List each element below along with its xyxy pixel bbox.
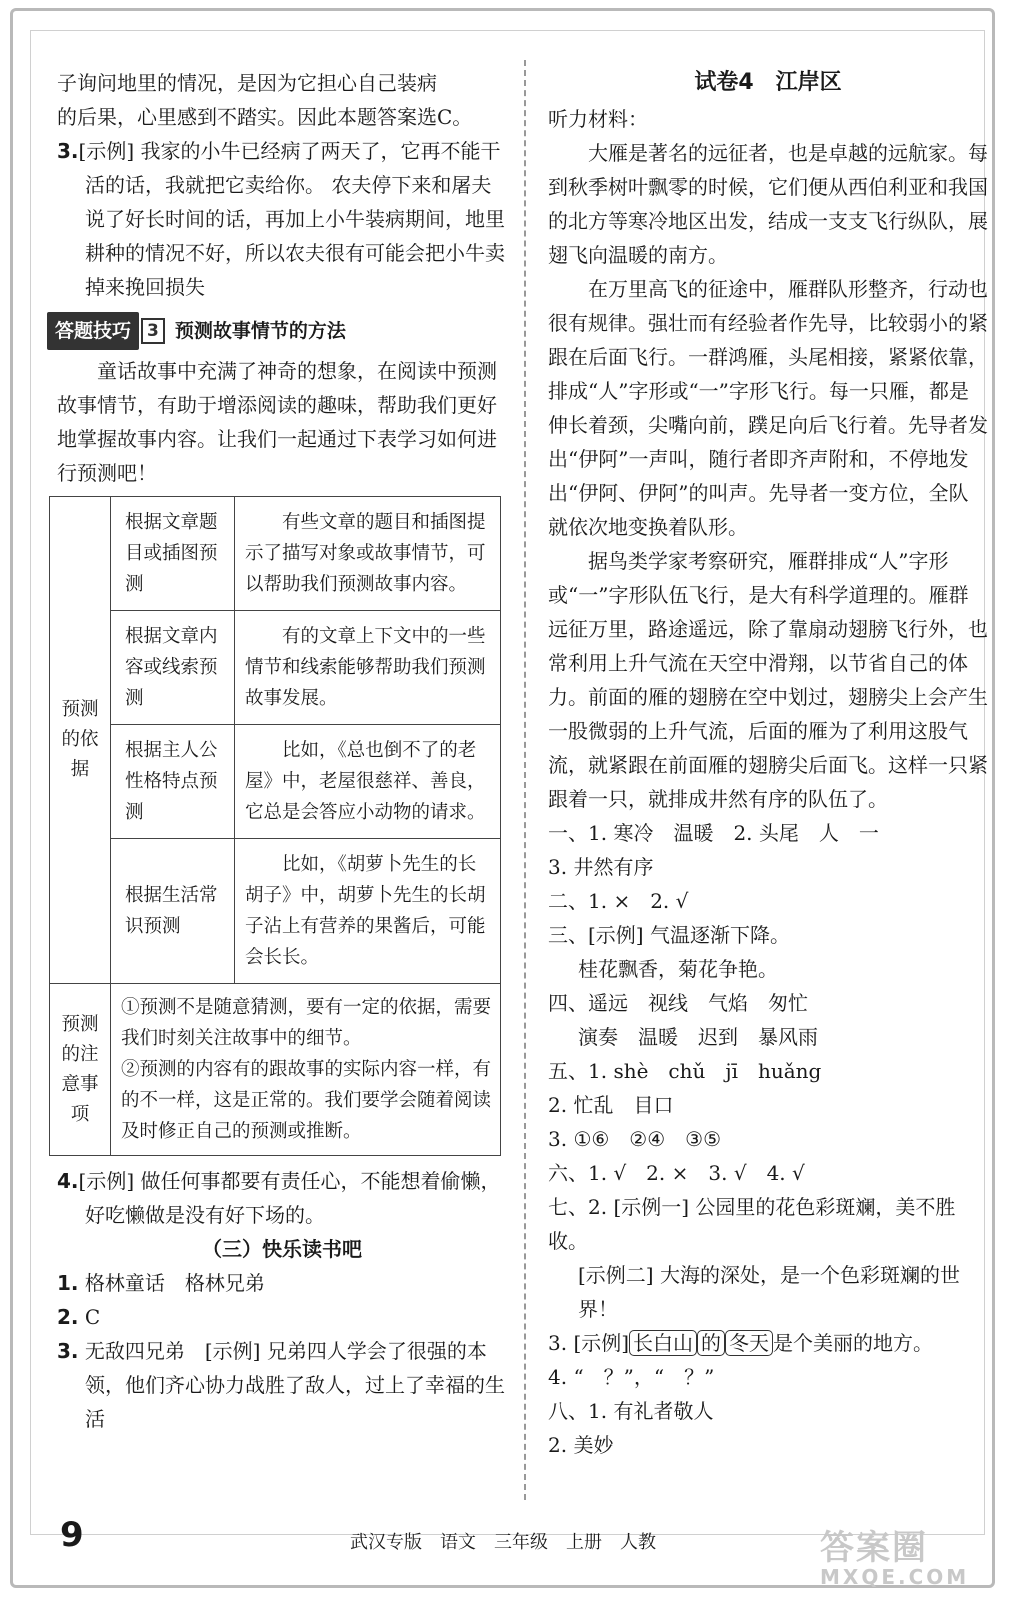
tip-title: 预测故事情节的方法	[174, 320, 346, 342]
table-row	[50, 984, 501, 1156]
basis-cell: 根据主人公性格特点预测	[111, 725, 235, 839]
basis-cell: 根据文章内容或线索预测	[111, 611, 235, 725]
answer-5: 五、1. shè chǔ jī huǎng	[548, 1059, 822, 1083]
answer-6: 六、1. √ 2. × 3. √ 4. √	[548, 1161, 805, 1185]
answer-7b: [示例二] 大海的深处，是一个色彩斑斓的世界！	[578, 1263, 960, 1321]
basis-cell: 根据文章题目或插图预测	[111, 497, 235, 611]
boxed-word: 冬天	[725, 1330, 773, 1356]
tip-header	[47, 312, 507, 350]
right-column	[548, 66, 988, 1462]
s3-answer-2: 2. C	[57, 1305, 101, 1329]
table-row	[50, 611, 501, 725]
prediction-table	[49, 496, 501, 1156]
answer-8b: 2. 美妙	[548, 1433, 614, 1457]
column-divider	[524, 60, 526, 1500]
listening-paragraph: 在万里高飞的征途中，雁群队形整齐，行动也很有规律。强壮而有经验者作先导，比较弱小的紧跟在后面飞行。一群鸿雁，头尾相接，紧紧依靠，排成“人”字形或“一”字形飞行。每一只雁，都是伸长着颈，尖嘴向前，蹼足向后飞行着。先导者发出“伊阿”一声叫，随行者即齐声附和，不停地发出“伊阿、伊阿”的叫声。先导者一变方位，全队就依次地变换着队形。	[548, 277, 988, 539]
tip-intro: 童话故事中充满了神奇的想象，在阅读中预测故事情节，有助于增添阅读的趣味，帮助我们更好地掌握故事内容。让我们一起通过下表学习如何进行预测吧！	[57, 359, 497, 485]
table-row	[50, 497, 501, 611]
question-4: 4.[示例] 做任何事都要有责任心，不能想着偷懒，好吃懒做是没有好下场的。	[57, 1169, 501, 1227]
answer-5c: 3. ①⑥ ②④ ③⑤	[548, 1127, 722, 1151]
note-item: ①预测不是随意猜测，要有一定的依据，需要我们时刻关注故事中的细节。	[121, 997, 492, 1049]
listening-label: 听力材料：	[548, 107, 648, 131]
desc-cell: 比如，《胡萝卜先生的长胡子》中，胡萝卜先生的长胡子沾上有营养的果酱后，可能会长长。	[235, 839, 501, 984]
table-row	[50, 725, 501, 839]
note-item: ②预测的内容有的跟故事的实际内容一样，有的不一样，这是正常的。我们要学会随着阅读及时修正自己的预测或推断。	[121, 1059, 492, 1142]
s3-answer-1: 1. 格林童话 格林兄弟	[57, 1271, 265, 1295]
note-cell	[111, 984, 501, 1156]
listening-paragraph: 据鸟类学家考察研究，雁群排成“人”字形或“一”字形队伍飞行，是大有科学道理的。雁群远征万里，路途遥远，除了靠扇动翅膀飞行外，也常利用上升气流在天空中滑翔，以节省自己的体力。前面的雁的翅膀在空中划过，翅膀尖上会产生一股微弱的上升气流，后面的雁为了利用这股气流，就紧跟在前面雁的翅膀尖后面飞。这样一只紧跟着一只，就排成井然有序的队伍了。	[548, 549, 988, 811]
basis-cell: 根据生活常识预测	[111, 839, 235, 984]
watermark-url: MXQE.COM	[820, 1565, 970, 1589]
answer-5b: 2. 忙乱 目口	[548, 1093, 674, 1117]
boxed-word: 长白山	[629, 1330, 697, 1356]
answer-3: 三、[示例] 气温逐渐下降。	[548, 923, 790, 947]
answer-3b: 桂花飘香，菊花争艳。	[578, 957, 778, 981]
desc-cell: 比如，《总也倒不了的老屋》中，老屋很慈祥、善良，它总是会答应小动物的请求。	[235, 725, 501, 839]
watermark-text: 答案圈	[820, 1528, 928, 1568]
answer-8: 八、1. 有礼者敬人	[548, 1399, 714, 1423]
answer-7c: 3. [示例] 长白山 的 冬天 是个美丽的地方。	[548, 1331, 934, 1355]
section-3-title: （三）快乐读书吧	[202, 1237, 362, 1261]
left-column	[57, 66, 507, 1436]
continued-line: 的后果，心里感到不踏实。因此本题答案选C。	[57, 105, 473, 129]
answer-list	[548, 816, 988, 1462]
answer-2: 二、1. × 2. √	[548, 889, 689, 913]
exam-title: 试卷4 江岸区	[694, 70, 842, 95]
basis-header: 预测的依据	[50, 497, 111, 984]
desc-cell: 有的文章上下文中的一些情节和线索能够帮助我们预测故事发展。	[235, 611, 501, 725]
boxed-word: 的	[697, 1330, 725, 1356]
watermark-logo	[820, 1520, 990, 1590]
note-header: 预测的注意事项	[50, 984, 111, 1156]
answer-7: 七、2. [示例一] 公园里的花色彩斑斓，美不胜收。	[548, 1195, 956, 1253]
answer-7d: 4. “ ？”，“ ？”	[548, 1365, 715, 1389]
table-row	[50, 839, 501, 984]
listening-paragraph: 大雁是著名的远征者，也是卓越的远航家。每到秋季树叶飘零的时候，它们便从西伯利亚和我国的北方等寒冷地区出发，结成一支支飞行纵队，展翅飞向温暖的南方。	[548, 141, 988, 267]
desc-cell: 有些文章的题目和插图提示了描写对象或故事情节，可以帮助我们预测故事内容。	[235, 497, 501, 611]
answer-1b: 3. 井然有序	[548, 855, 654, 879]
tip-badge: 答题技巧	[47, 312, 139, 350]
answer-4: 四、遥远 视线 气焰 匆忙	[548, 991, 808, 1015]
answer-4b: 演奏 温暖 迟到 暴风雨	[578, 1025, 818, 1049]
answer-1: 一、1. 寒冷 温暖 2. 头尾 人 一	[548, 821, 879, 845]
page-number: 9	[60, 1515, 84, 1555]
tip-number: 3	[141, 318, 165, 344]
s3-answer-3: 3. 无敌四兄弟 [示例] 兄弟四人学会了很强的本领，他们齐心协力战胜了敌人，过上了幸福的生活	[57, 1339, 505, 1431]
question-3: 3.[示例] 我家的小牛已经病了两天了，它再不能干活的话，我就把它卖给你。 农夫停下来和屠夫说了好长时间的话，再加上小牛装病期间，地里耕种的情况不好，所以农夫很有可能会把小牛卖掉来挽回损失	[57, 139, 505, 299]
continued-line: 子询问地里的情况，是因为它担心自己装病	[57, 71, 437, 95]
footer-info: 武汉专版 语文 三年级 上册 人教	[350, 1532, 656, 1553]
